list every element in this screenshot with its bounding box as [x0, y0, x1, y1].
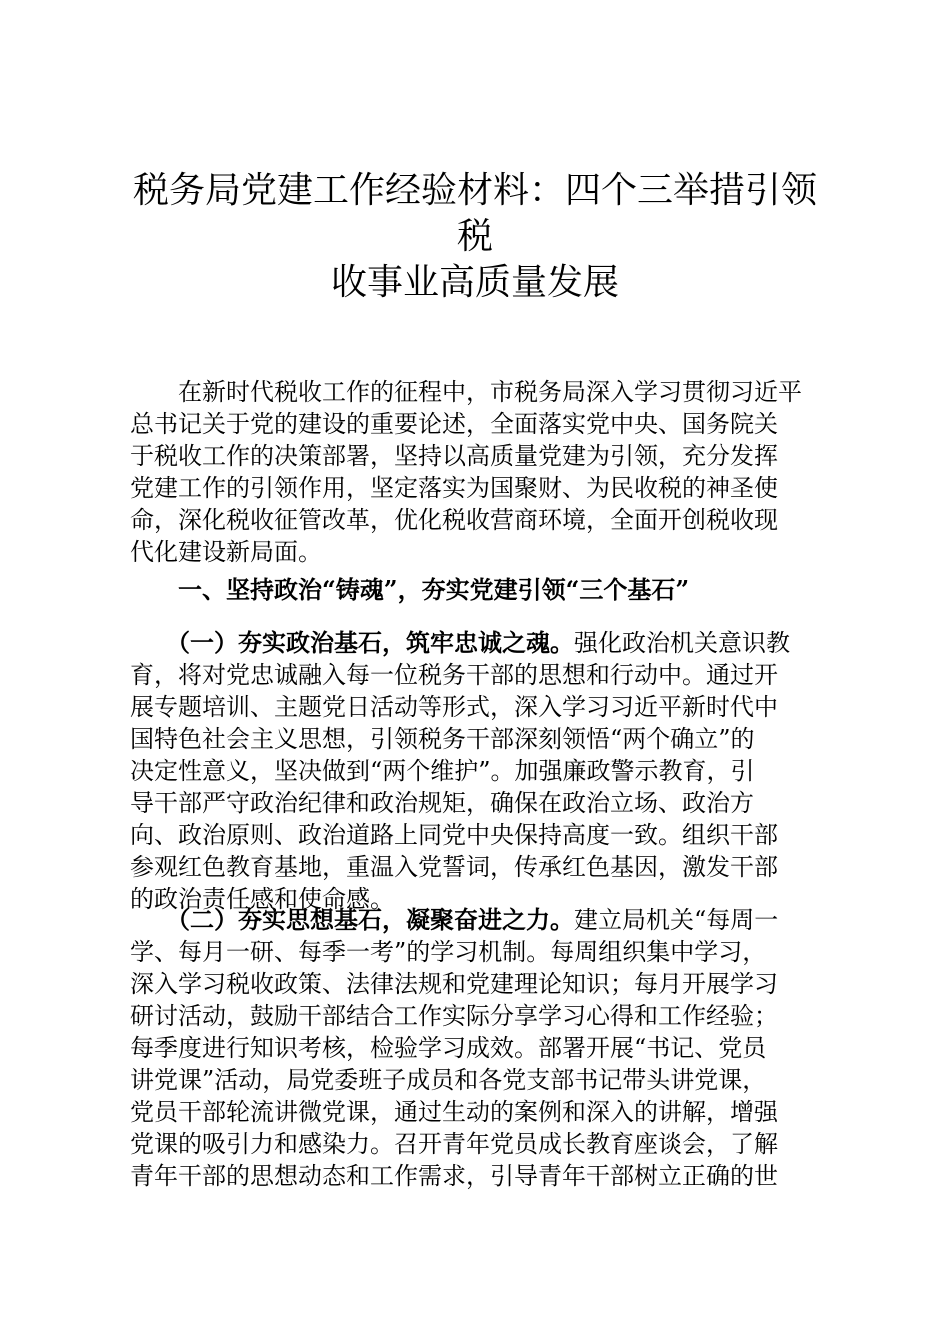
- title-line-1: 税务局党建工作经验材料：四个三举措引领税: [132, 170, 817, 257]
- subsection-2-first-line: [130, 904, 822, 936]
- subsection-2-line: 每季度进行知识考核，检验学习成效。部署开展“书记、党员: [130, 1034, 767, 1062]
- subsection-1-line: 导干部严守政治纪律和政治规矩，确保在政治立场、政治方: [130, 789, 754, 817]
- subsection-1-line: 向、政治原则、政治道路上同党中央保持高度一致。组织干部: [130, 821, 778, 849]
- subsection-1-first-line-rest: 强化政治机关意识教: [574, 629, 790, 657]
- subsection-1-line: 国特色社会主义思想，引领税务干部深刻领悟“两个确立”的: [130, 725, 755, 753]
- subsection-1-first-line: [130, 627, 822, 659]
- document-title: [118, 168, 832, 306]
- subsection-2-line: 青年干部的思想动态和工作需求，引导青年干部树立正确的世: [130, 1162, 778, 1190]
- intro-line: 总书记关于党的建设的重要论述，全面落实党中央、国务院关: [130, 410, 778, 438]
- intro-line: 在新时代税收工作的征程中，市税务局深入学习贯彻习近平: [130, 378, 802, 406]
- subsection-2-lead: （二）夯实思想基石，凝聚奋进之力。: [130, 905, 574, 934]
- subsection-1-lead: （一）夯实政治基石，筑牢忠诚之魂。: [130, 628, 574, 657]
- intro-paragraph: [130, 376, 822, 568]
- intro-line: 党建工作的引领作用，坚定落实为国聚财、为民收税的神圣使: [130, 474, 778, 502]
- subsection-2-line: 研讨活动，鼓励干部结合工作实际分享学习心得和工作经验；: [130, 1002, 778, 1030]
- intro-line: 于税收工作的决策部署，坚持以高质量党建为引领，充分发挥: [130, 442, 778, 470]
- subsection-2-line: 深入学习税收政策、法律法规和党建理论知识；每月开展学习: [130, 970, 778, 998]
- intro-line: 代化建设新局面。: [130, 538, 322, 566]
- subsection-2-line: 党课的吸引力和感染力。召开青年党员成长教育座谈会，了解: [130, 1130, 778, 1158]
- subsection-2-line: 党员干部轮流讲微党课，通过生动的案例和深入的讲解，增强: [130, 1098, 778, 1126]
- subsection-1-line: 的政治责任感和使命感。: [130, 885, 394, 913]
- section-1-heading: 一、坚持政治“铸魂”，夯实党建引领“三个基石”: [130, 575, 690, 604]
- subsection-2-first-line-rest: 建立局机关“每周一: [574, 906, 779, 934]
- subsection-1-line: 育，将对党忠诚融入每一位税务干部的思想和行动中。通过开: [130, 661, 778, 689]
- subsection-1-line: 决定性意义，坚决做到“两个维护”。加强廉政警示教育，引: [130, 757, 755, 785]
- title-line-2: 收事业高质量发展: [330, 262, 619, 303]
- intro-line: 命，深化税收征管改革，优化税收营商环境，全面开创税收现: [130, 506, 778, 534]
- subsection-1-paragraph: [130, 627, 822, 915]
- subsection-2-paragraph: [130, 904, 822, 1192]
- subsection-1-line: 展专题培训、主题党日活动等形式，深入学习习近平新时代中: [130, 693, 778, 721]
- subsection-2-line: 学、每月一研、每季一考”的学习机制。每周组织集中学习，: [130, 938, 767, 966]
- subsection-2-line: 讲党课”活动，局党委班子成员和各党支部书记带头讲党课，: [130, 1066, 767, 1094]
- subsection-1-line: 参观红色教育基地，重温入党誓词，传承红色基因，激发干部: [130, 853, 778, 881]
